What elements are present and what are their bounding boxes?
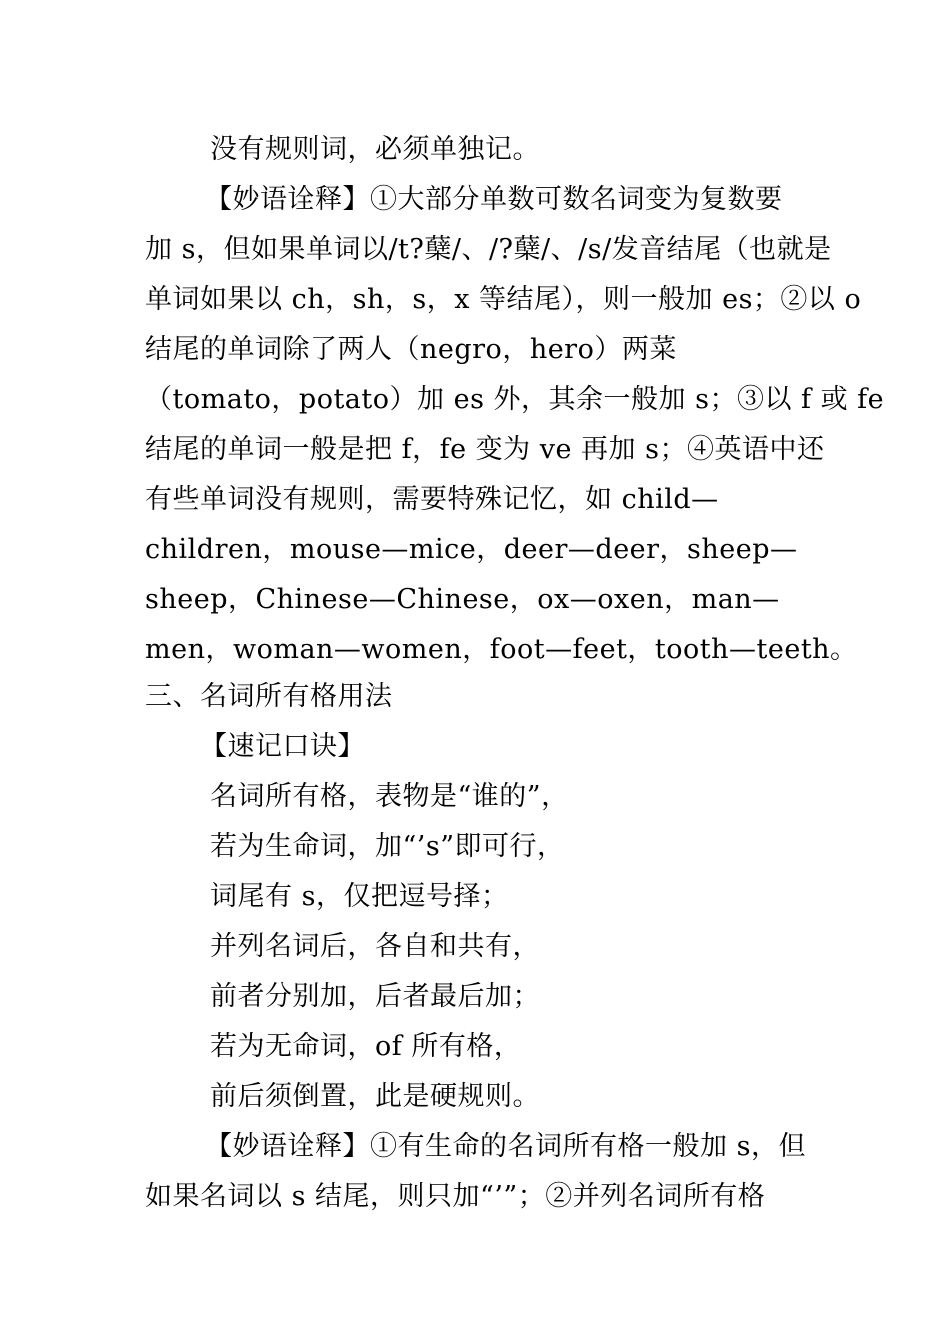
text-line: 加 s，但如果单词以/t?蘖/、/?蘖/、/s/发音结尾（也就是	[145, 234, 832, 265]
text-line: 若为无命词，of 所有格，	[210, 1031, 522, 1062]
text-line: 并列名词后，各自和共有，	[210, 931, 540, 962]
text-line: 前者分别加，后者最后加；	[210, 981, 540, 1012]
text-line: 【妙语诠释】①有生命的名词所有格一般加 s，但	[205, 1131, 806, 1162]
text-line: 前后须倒置，此是硬规则。	[210, 1081, 540, 1112]
text-line: 【速记口诀】	[200, 731, 365, 762]
text-line: 【妙语诠释】①大部分单数可数名词变为复数要	[205, 184, 783, 215]
text-line: 单词如果以 ch，sh，s，x 等结尾），则一般加 es；②以 o	[145, 284, 862, 315]
text-line: 有些单词没有规则，需要特殊记忆，如 child—	[145, 484, 719, 515]
text-line: （tomato，potato）加 es 外，其余一般加 s；③以 f 或 fe	[145, 384, 885, 415]
text-line: 如果名词以 s 结尾，则只加“’”；②并列名词所有格	[145, 1181, 766, 1212]
text-line: 若为生命词，加“’s”即可行，	[210, 831, 565, 862]
text-line: sheep，Chinese—Chinese，ox—oxen，man—	[145, 584, 780, 615]
section-heading: 三、名词所有格用法	[145, 681, 393, 712]
text-line: 结尾的单词除了两人（negro，hero）两菜	[145, 334, 677, 365]
text-line: 没有规则词，必须单独记。	[210, 134, 540, 165]
text-line: 结尾的单词一般是把 f，fe 变为 ve 再加 s；④英语中还	[145, 434, 825, 465]
text-line: 词尾有 s，仅把逗号择；	[210, 881, 509, 912]
text-line: 名词所有格，表物是“谁的”，	[210, 781, 569, 812]
text-line: men，woman—women，foot—feet，tooth—teeth。	[145, 634, 858, 665]
text-line: children，mouse—mice，deer—deer，sheep—	[145, 534, 798, 565]
